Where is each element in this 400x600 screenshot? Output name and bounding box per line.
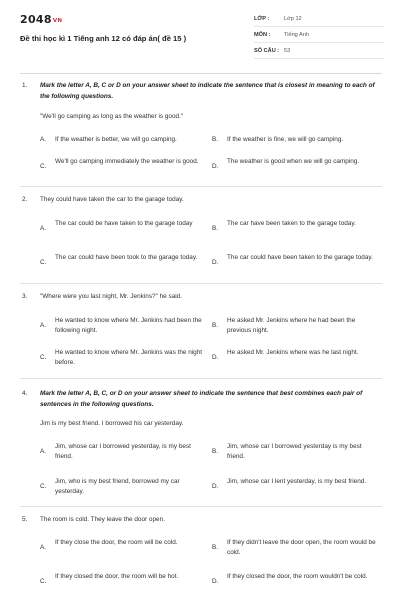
option-text: If the weather is better, we will go camping. — [55, 136, 177, 143]
question-stem: They could have taken the car to the garage today. — [40, 196, 184, 203]
option-letter: A. — [40, 225, 47, 232]
meta-value: Tiếng Anh — [284, 32, 309, 38]
option-text: Jim, whose car I borrowed yesterday, is my best friend. — [55, 443, 191, 460]
option-letter: A. — [40, 322, 47, 329]
option-text: The car could have been took to the garage today. — [55, 254, 198, 261]
question-number: 1. — [22, 82, 28, 89]
option-letter: B. — [212, 225, 219, 232]
option-letter: C. — [40, 259, 47, 266]
header-divider — [20, 73, 382, 74]
page-header — [0, 0, 400, 70]
question-instruction: Mark the letter A, B, C, or D on your answer sheet to indicate the sentence that best combines each pair of sentences in the following questions. — [40, 390, 363, 408]
option-letter: A. — [40, 544, 47, 551]
site-logo[interactable] — [20, 13, 62, 26]
question-number: 4. — [22, 390, 28, 397]
option-text: The car have been taken to the garage today. — [227, 220, 356, 227]
option-text: He asked Mr. Jenkins where he had been the previous night. — [227, 317, 356, 334]
question-number: 3. — [22, 293, 28, 300]
meta-row-class — [254, 12, 384, 27]
option-text: The car could be have taken to the garage today — [55, 220, 193, 227]
option-letter: D. — [212, 578, 219, 585]
option-letter: D. — [212, 259, 219, 266]
question-separator — [20, 378, 382, 379]
meta-key: MÔN : — [254, 32, 271, 38]
option-letter: B. — [212, 544, 219, 551]
option-text: If they close the door, the room will be cold. — [55, 539, 178, 546]
option-letter: C. — [40, 483, 47, 490]
meta-row-count — [254, 44, 384, 59]
option-letter: B. — [212, 322, 219, 329]
option-text: He wanted to know where Mr. Jenkins was the night before. — [55, 349, 203, 366]
meta-key: SỐ CÂU : — [254, 48, 280, 54]
option-text: Jim, whose car I lent yesterday, is my best friend. — [227, 478, 367, 485]
page-title: Đề thi học kì 1 Tiếng anh 12 có đáp án( đề 15 ) — [20, 34, 187, 43]
meta-row-subject — [254, 28, 384, 43]
question-separator — [20, 506, 382, 507]
option-text: Jim, who is my best friend, borrowed my car yesterday. — [55, 478, 180, 495]
option-text: The car could have been taken to the garage today. — [227, 254, 373, 261]
option-letter: B. — [212, 448, 219, 455]
question-instruction: Mark the letter A, B, C or D on your answer sheet to indicate the sentence that is closest in meaning to each of the following questions. — [40, 82, 375, 100]
option-text: We'll go camping immediately the weather is good. — [55, 158, 199, 165]
option-text: If they closed the door, the room will be hot. — [55, 573, 179, 580]
option-letter: A. — [40, 448, 47, 455]
question-separator — [20, 186, 382, 187]
question-stem: The room is cold. They leave the door open. — [40, 516, 165, 523]
question-number: 2. — [22, 196, 28, 203]
option-text: He asked Mr. Jenkins where was he last night. — [227, 349, 359, 356]
question-stem: "We'll go camping as long as the weather is good." — [40, 113, 184, 120]
option-letter: D. — [212, 163, 219, 170]
question-stem: Jim is my best friend. I borrowed his car yesterday. — [40, 420, 184, 427]
option-letter: D. — [212, 354, 219, 361]
meta-value: Lớp 12 — [284, 16, 302, 22]
meta-key: LỚP : — [254, 16, 270, 22]
option-text: If the weather is fine, we will go camping. — [227, 136, 344, 143]
option-text: He wanted to know where Mr. Jenkins had been the following night. — [55, 317, 202, 334]
option-letter: A. — [40, 136, 47, 143]
option-text: If they closed the door, the room wouldn't be cold. — [227, 573, 368, 580]
option-letter: C. — [40, 163, 47, 170]
question-separator — [20, 283, 382, 284]
question-stem: "Where were you last night, Mr. Jenkins?" he said. — [40, 293, 183, 300]
option-letter: C. — [40, 578, 47, 585]
meta-value: 53 — [284, 48, 291, 54]
logo-text: 2048 — [20, 13, 52, 26]
option-text: Jim, whose car I borrowed yesterday is my best friend. — [227, 443, 362, 460]
question-number: 5. — [22, 516, 28, 523]
logo-suffix: VN — [52, 18, 63, 24]
option-letter: B. — [212, 136, 219, 143]
option-text: The weather is good when we will go camping. — [227, 158, 360, 165]
option-letter: C. — [40, 354, 47, 361]
option-text: If they didn't leave the door open, the room would be cold. — [227, 539, 376, 556]
option-letter: D. — [212, 483, 219, 490]
